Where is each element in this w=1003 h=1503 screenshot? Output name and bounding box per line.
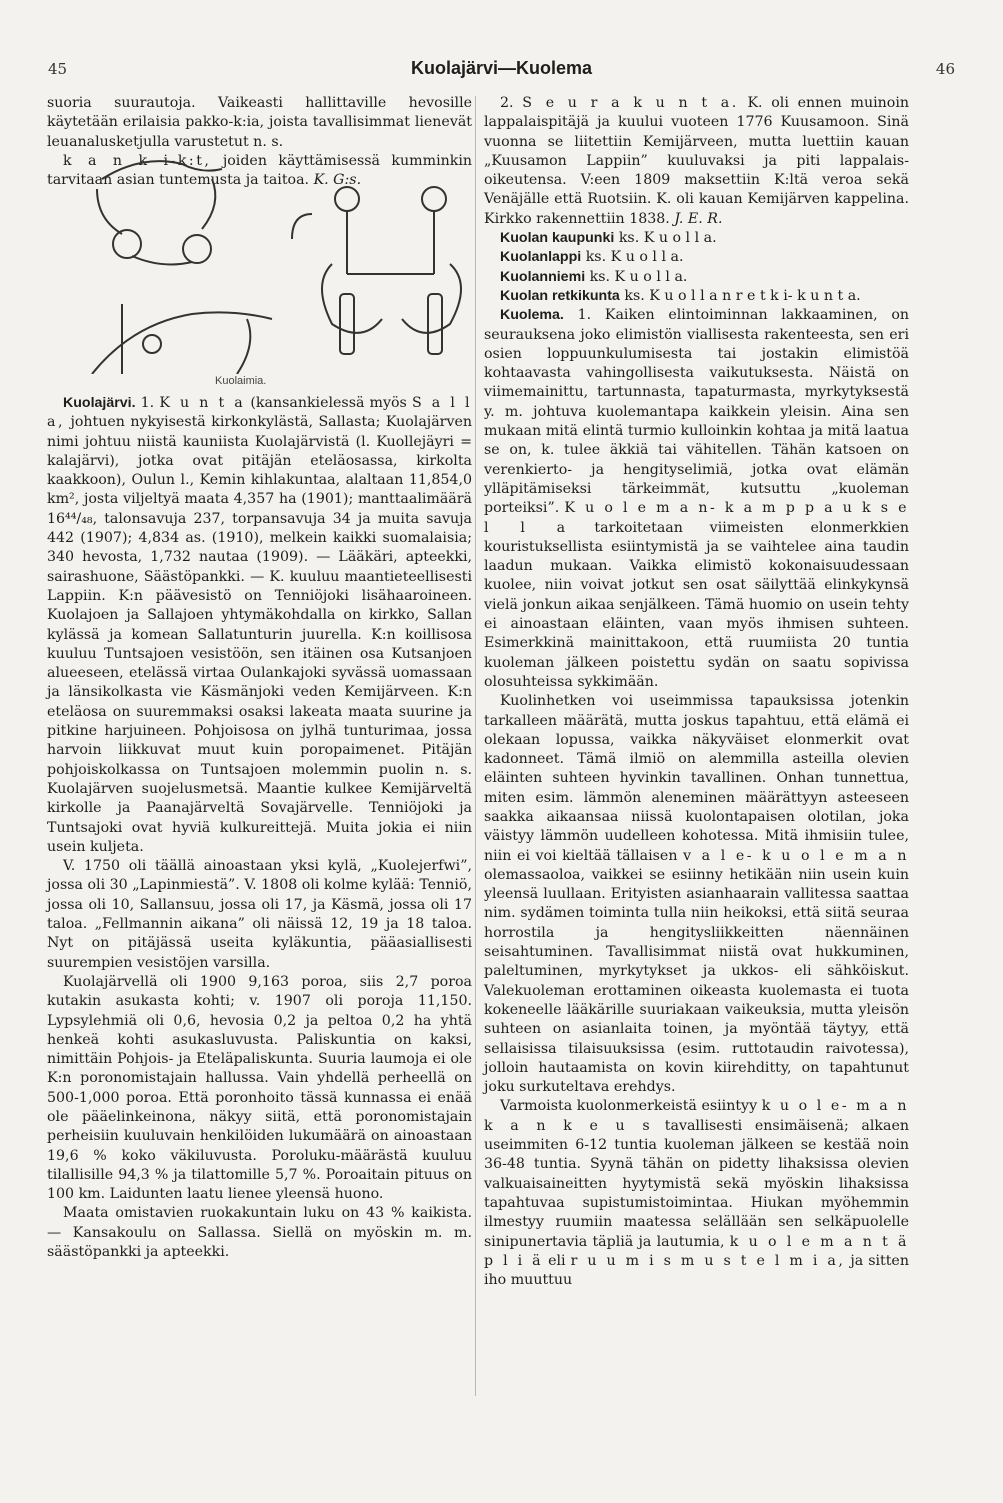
running-title: Kuolajärvi—Kuolema — [410, 58, 593, 78]
entry-kuolan-kaupunki: Kuolan kaupunki ks. K u o l l a. — [500, 230, 717, 247]
page-number-left: 45 — [48, 60, 68, 78]
entry-kuolan-retkikunta: Kuolan retkikunta ks. K u o l l a n r e t k i- k u n t a. — [500, 287, 861, 304]
figure-caption: Kuolaimia. — [215, 375, 267, 387]
right-column — [484, 94, 909, 1290]
intro-top: suoria suurautoja. Vaikeasti hallittaville hevosille käytetään erilaisia pakko-k:ia, joista tavallisimmat lienevät leuanalusketjulla varustetut n. s. — [47, 95, 472, 150]
kuolajarvi-entry: Kuolajärvi. 1. K u n t a (kansankielessä myös S a l l a, johtuen nykyisestä kirkonkylästä, Sallasta; Kuolajärven nimi johtuu niistä kauniista Kuolajärvistä (l. Kuollejäyri = kalajärvi), jotka ovat pitäjän eteläosassa, kirkolta kaakkoon), Oulun l., Kemin kihlakuntaa, alaltaan 11,854,0 km², josta viljeltyä maata 4,357 ha (1901); manttaalimäärä 16⁴⁴/₄₈, talonsavuja 237, torpansavuja 34 ja muita savuja 442 (1907); 4,834 as. (1910), melkein kaikki suomalaisia; 340 hevosta, 1,732 nautaa (1909). — Lääkäri, apteekki, sairashuone, Säästöpankki. — K. kuuluu maantieteellisesti Lappiin. K:n päävesistö on Tenniöjoki lisähaaroineen. Kuolajoen ja Sallajoen yhtymäkohdalla on kirkko, Sallan kylässä ja komean Sallatunturin juurella. K:n koillisosa kuuluu Tuntsajoen vesistöön, sen itäinen osa Kutsanjoen alueeseen, etelässä virtaa Oulankajoki syvässä uomassaan ja länsikolkasta vie Käsmänjoki veden Kemijärveen. K:n eteläosa on suuremmaksi osaksi lakeata maata suurine ja pitkine harjuineen. Pohjoisosa on jylhä tunturimaa, jossa harvoin liikkuvat muut kuin poropaimenet. Pitäjän pohjoiskolkassa on Tuntsajoen molemmin puolin n. s. Kuolajärven suojelusmetsä. Maantie kulkee Kemijärveltä kirkolle ja Paanajärveltä Sovajärvelle. Tenniöjoki ja Tuntsajoki ovat hyviä kulkureittejä. Muita jokia ei niin usein kuljeta. — [47, 395, 473, 855]
bit-drawings — [92, 161, 461, 374]
entry-kuolanlappi: Kuolanlappi ks. K u o l l a. — [500, 249, 684, 266]
intro-continued: k a n k i-k:t, joiden käyttämisessä kumminkin tarvitaan asian tuntemusta ja taitoa. K. G:s. — [47, 152, 473, 189]
left-column — [47, 94, 472, 1262]
kuolajarvi-history: V. 1750 oli täällä ainoastaan yksi kylä, „Kuolejerfwi”, jossa oli 30 „Lapinmiestä”. V. 1808 oli kolme kylää: Tenniö, jossa oli 10, Sallansuu, jossa oli 17, ja Käsmä, jossa oli 17 taloa. „Fellmannin aikana” oli näissä 12, 19 ja 18 taloa. Nyt on pitäjässä useita kyläkuntia, pääasiallisesti suurempien vesistöjen varsilla. — [47, 858, 472, 971]
bits-illustration — [72, 144, 462, 374]
page-number-right: 46 — [935, 60, 955, 78]
figure-block — [47, 94, 472, 394]
page-header — [48, 60, 955, 84]
entry-kuolanniemi: Kuolanniemi ks. K u o l l a. — [500, 268, 688, 285]
kuolema-signs: Varmoista kuolonmerkeistä esiintyy k u o l e- m a n k a n k e u s tavallisesti ensimäisenä; alkaen useimmiten 6-12 tuntia kuoleman jälkeen se kestää noin 36-48 tuntia. Syynä tähän on pidetty lihaksissa olevien valkuaisaineitten hyytymistä sekä myöskin lihaksissa tapahtuvaa supistumistoimintaa. Hiukan myöhemmin ilmestyy ruumiin maatessa selällään sen selkäpuolelle sinipunertavia täpliä ja lautumia, k u o l e m a n t ä p l i ä eli r u u m i s m u s t e l m i a, ja sitten iho muuttuu — [484, 1098, 909, 1289]
column-divider — [475, 96, 476, 1396]
seurakunta-section: 2. S e u r a k u n t a. K. oli ennen muinoin lappalaispitäjä ja kuului vuoteen 1776 Kuusamoon. Sinä vuonna se liitettiin Kemijärveen, mutta luettiin kauan „Kuusamon Lappiin” kuuluvaksi ja piti lappalais-oikeutensa. V:een 1809 maksettiin K:ltä veroa sekä Venäjälle että Ruotsiin. K. oli kauan Kemijärven kappelina. Kirkko rakennettiin 1838. J. E. R. — [484, 95, 909, 227]
kuolema-entry: Kuolema. 1. Kaiken elintoiminnan lakkaaminen, on seurauksena joko elimistön viallisesta rakenteesta, sen eri osien loppuunkulumisesta tai jostakin elimistöä kohtaavasta vahingollisesta vaikutuksesta. Näistä on viimemainittu, tartunnasta, tapaturmasta, myrkytyksestä y. m. johtuva kuolemantapa kaikkein yleisin. Aina sen mukaan mitä elintä turmio kulloinkin kohtaa ja mitä laatua se on, k. tulee äkkiä tai vähitellen. Tähän katsoen on verenkierto- ja hengityselimiä, jotka ovat elämän ylläpitämiseksi tärkeimmät, kutsuttu „kuoleman porteiksi”. K u o l e m a n- k a m p p a u k s e l l a tarkoitetaan viimeisten elonmerkkien kouristuksellista esiintymistä ja se vaihtelee aina taudin laadun mukaan. Vaikka elimistö kokonaisuudessaan kuolee, niin voivat jotkut sen osat säilyttää elinkykynsä vielä jonkun aikaa senjälkeen. Tämä huomio on usein tehty ei ainoastaan eläinten, vaan myös ihmisen suhteen. Esimerkkinä mainittakoon, että ruumiista 20 tuntia kuoleman jälkeen poistettu sydän on saatu sopivissa olosuhteissa sykkimään. — [484, 307, 909, 690]
kuolajarvi-reindeer: Kuolajärvellä oli 1900 9,163 poroa, siis 2,7 poroa kutakin asukasta kohti; v. 1907 oli poroja 11,150. Lypsylehmiä oli 0,6, hevosia 0,2 ja peltoa 0,2 ha yhtä henkeä kohti asukasluvusta. Paliskuntia on kaksi, nimittäin Pohjois- ja Eteläpaliskunta. Suuria laumoja ei ole K:n poronomistajain hallussa. Vain yhdellä perheellä on 500-1,000 poroa. Että poronhoito tässä kunnassa ei enää ole pääelinkeinona, näkyy siitä, että poronomistajain perheisiin kuuluvain henkilöiden lukumäärä on ainoastaan 19,6 % koko väkiluvusta. Poroluku-määrästä kuuluu tilallisille 94,3 % ja tilattomille 5,7 %. Poroaitain pituus on 100 km. Laidunten laatu lienee yleensä huono. — [47, 973, 472, 1203]
kuolema-apparent-death: Kuolinhetken voi useimmissa tapauksissa jotenkin tarkalleen määrätä, mutta joskus tapahtuu, että elämä ei olekaan lopussa, vaikka näkyväiset elonmerkit ovat kadonneet. Tämä ilmiö on alemmilla asteilla olevien eläinten suhteen hyvinkin tavallinen. Onhan tunnettua, miten esim. lämmön aleneminen määrättyyn asteeseen saakka aikaansaa niissä kuolontapaisen olotilan, joka väistyy lämmön uudelleen kohotessa. Mitä ihmisiin tulee, niin ei voi kieltää tällaisen v a l e- k u o l e m a n olemassaoloa, vaikkei se esiinny hetikään niin usein kuin yleensä luullaan. Erityisten asianhaarain vallitessa saattaa nim. sydämen toiminta tulla niin heikoksi, että siitä seuraa horrostila ja hengitysliikkeitten näennäinen seisahtuminen. Tavallisimmat niistä ovat hukkuminen, paleltuminen, myrkytykset ja ukkos- eli sähköiskut. Valekuoleman erottaminen oikeasta kuolemasta ei tuota kokeneelle lääkärille suuriakaan vaikeuksia, mutta yleisön suhteen on asianlaita toinen, ja myöntää täytyy, että sellaisissa tilaisuuksissa (esim. ruttotaudin raivotessa), jolloin hautaamista on kovin kiirehditty, on tapahtunut joku surkuteltava erehdys. — [484, 693, 909, 1096]
kuolajarvi-misc: Maata omistavien ruokakuntain luku on 43 % kaikista. — Kansakoulu on Sallassa. Siellä on myöskin m. m. säästöpankki ja apteekki. — [47, 1205, 472, 1261]
